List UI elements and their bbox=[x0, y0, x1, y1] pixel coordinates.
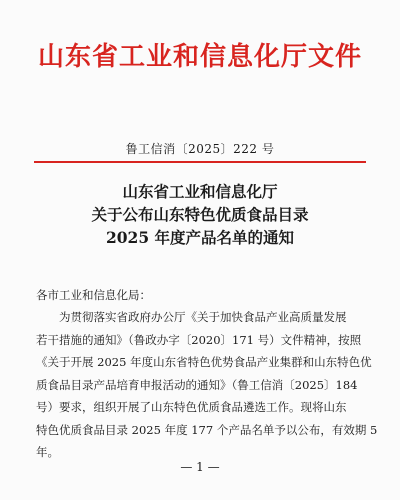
document-number: 鲁工信消〔2025〕222 号 bbox=[125, 142, 275, 156]
addressee: 各市工业和信息化局： bbox=[36, 288, 151, 302]
red-divider-line bbox=[34, 161, 366, 163]
body-line: 年。 bbox=[36, 445, 59, 459]
body-line: 《关于开展 2025 年度山东省特色优势食品产业集群和山东特色优 bbox=[36, 355, 372, 369]
masthead-title: 山东省工业和信息化厅文件 bbox=[37, 42, 362, 72]
notice-title bbox=[0, 180, 400, 249]
body-paragraph bbox=[36, 306, 378, 464]
body-line: 若干措施的通知》（鲁政办字〔2020〕171 号）文件精神，按照 bbox=[36, 332, 362, 347]
body-line: 质食品目录产品培育申报活动的通知》（鲁工信消〔2025〕184 bbox=[36, 377, 358, 392]
title-line-1: 山东省工业和信息化厅 bbox=[122, 182, 278, 201]
body-line: 号）要求，组织开展了山东特色优质食品遴选工作。现将山东 bbox=[36, 400, 347, 414]
title-line-3: 2025 年度产品名单的通知 bbox=[105, 228, 295, 247]
body-line: 特色优质食品目录 2025 年度 177 个产品名单予以公布，有效期 5 bbox=[36, 422, 378, 437]
body-line: 为贯彻落实省政府办公厅《关于加快食品产业高质量发展 bbox=[59, 310, 347, 324]
title-line-2: 关于公布山东特色优质食品目录 bbox=[91, 205, 309, 224]
page-number: — 1 — bbox=[180, 460, 220, 474]
